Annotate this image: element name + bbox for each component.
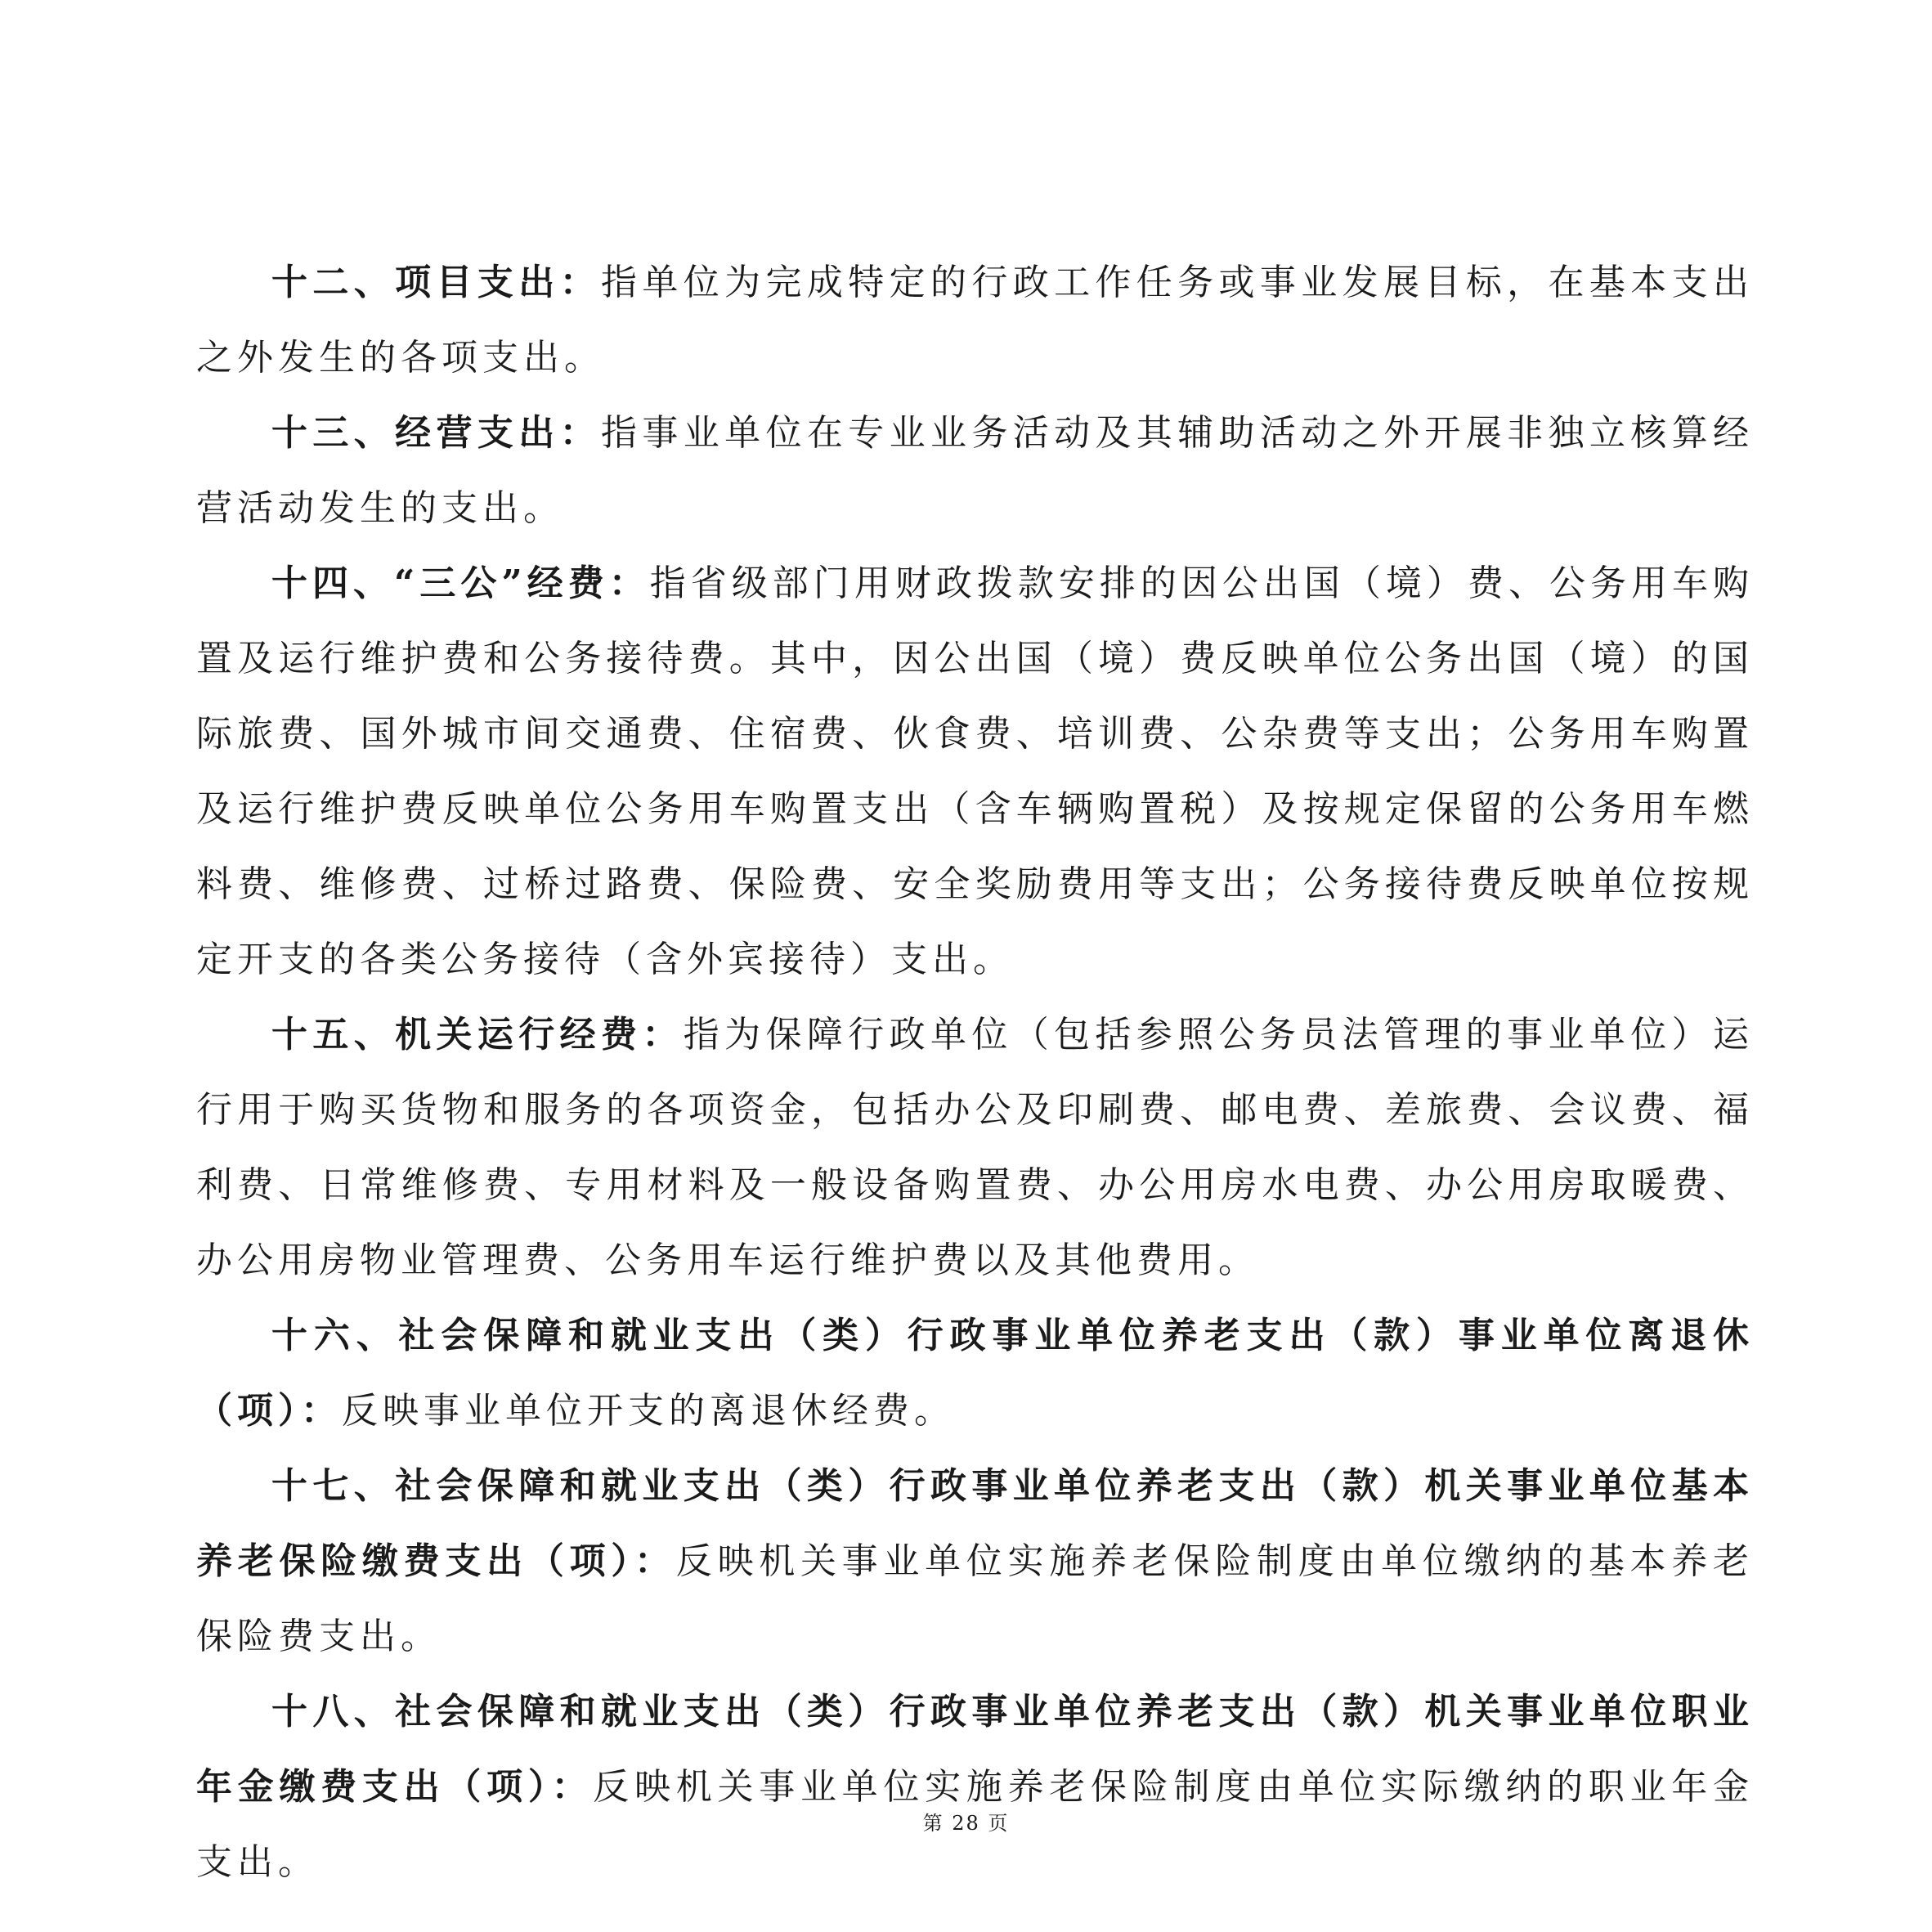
term-definition: 指事业单位在专业业务活动及其辅助活动之外开展非独立核算经营活动发生的支出。 <box>196 412 1755 529</box>
term-definition: 反映机关事业单位实施养老保险制度由单位缴纳的基本养老保险费支出。 <box>196 1540 1755 1657</box>
term-definition: 指省级部门用财政拨款安排的因公出国（境）费、公务用车购置及运行维护费和公务接待费。其中，因公出国（境）费反映单位公务出国（境）的国际旅费、国外城市间交通费、住宿费、伙食费、培训费、公杂费等支出；公务用车购置及运行维护费反映单位公务用车购置支出（含车辆购置税）及按规定保留的公务用车燃料费、维修费、过桥过路费、保险费、安全奖励费用等支出；公务接待费反映单位按规定开支的各类公务接待（含外宾接待）支出。 <box>196 563 1755 980</box>
term-label: 十八、社会保障和就业支出（类）行政事业单位养老支出（款）机关事业单位职业年金缴费支出（项）： <box>196 1691 1754 1808</box>
term-label: 十三、经营支出： <box>271 412 601 454</box>
term-label: 十四、“三公”经费： <box>271 563 650 604</box>
term-label: 十二、项目支出： <box>271 262 601 303</box>
term-definition: 反映机关事业单位实施养老保险制度由单位实际缴纳的职业年金支出。 <box>196 1766 1754 1883</box>
paragraph-item-12 <box>196 245 1754 396</box>
paragraph-item-16 <box>196 1298 1754 1449</box>
term-label: 十五、机关运行经费： <box>271 1014 684 1056</box>
term-label: 十六、社会保障和就业支出（类）行政事业单位养老支出（款）事业单位离退休（项）： <box>196 1315 1754 1432</box>
term-definition: 指单位为完成特定的行政工作任务或事业发展目标，在基本支出之外发生的各项支出。 <box>196 262 1755 379</box>
paragraph-item-17 <box>196 1449 1754 1674</box>
term-definition: 指为保障行政单位（包括参照公务员法管理的事业单位）运行用于购买货物和服务的各项资金，包括办公及印刷费、邮电费、差旅费、会议费、福利费、日常维修费、专用材料及一般设备购置费、办公用房水电费、办公用房取暖费、办公用房物业管理费、公务用车运行维护费以及其他费用。 <box>196 1014 1755 1281</box>
page-number-footer: 第 28 页 <box>922 1812 1010 1835</box>
document-body <box>196 245 1754 1900</box>
term-label: 十七、社会保障和就业支出（类）行政事业单位养老支出（款）机关事业单位基本养老保险缴费支出（项）： <box>196 1465 1754 1582</box>
paragraph-item-14 <box>196 546 1754 997</box>
paragraph-item-15 <box>196 997 1754 1298</box>
paragraph-item-13 <box>196 396 1754 546</box>
paragraph-item-18 <box>196 1674 1754 1900</box>
term-definition: 反映事业单位开支的离退休经费。 <box>342 1390 955 1432</box>
